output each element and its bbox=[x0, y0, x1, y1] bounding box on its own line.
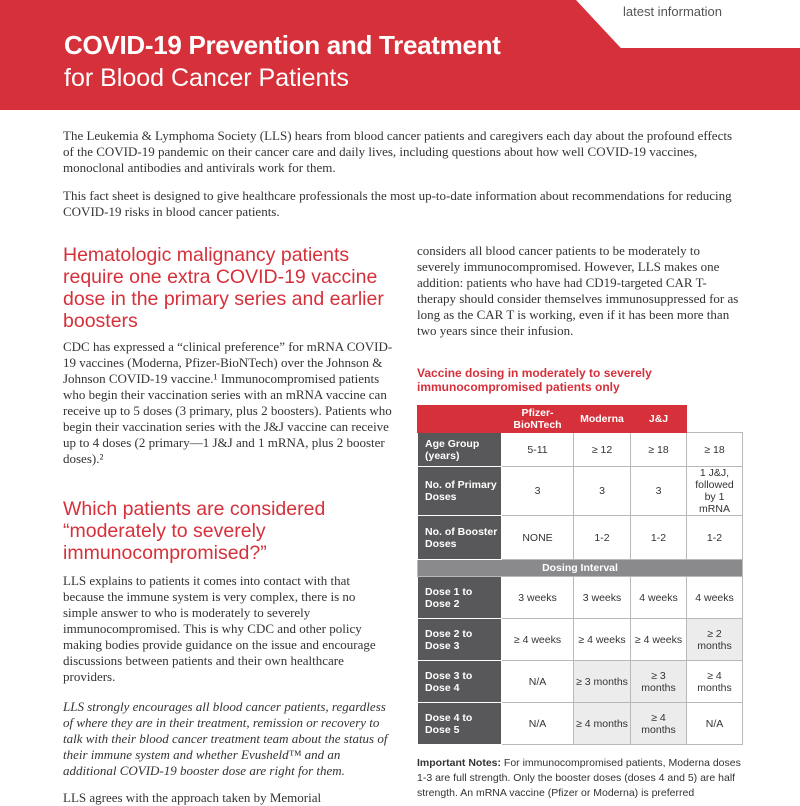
table-cell: 4 weeks bbox=[687, 577, 743, 619]
table-cell: 3 bbox=[574, 467, 631, 516]
row-label: Dose 4 to Dose 5 bbox=[418, 703, 502, 745]
table-cell: N/A bbox=[502, 661, 574, 703]
table-cell: ≥ 12 bbox=[574, 433, 631, 467]
section-italic-recommendation: LLS strongly encourages all blood cancer patients, regardless of where they are in their treatment, remission or recovery to talk with their blood cancer treatment team about the status of their immune system and whether Evusheld™ and an additional COVID-19 booster dose are right for them. bbox=[63, 699, 388, 778]
table-cell: ≥ 4 weeks bbox=[502, 619, 574, 661]
table-row-age-group bbox=[418, 433, 743, 467]
column-header-jj: J&J bbox=[631, 406, 687, 433]
table-row-dose-3-to-4 bbox=[418, 661, 743, 703]
table-cell: ≥ 18 bbox=[687, 433, 743, 467]
page-subtitle: for Blood Cancer Patients bbox=[64, 64, 349, 92]
table-row-dose-1-to-2 bbox=[418, 577, 743, 619]
table-cell: ≥ 4 months bbox=[574, 703, 631, 745]
table-cell: ≥ 3 months bbox=[574, 661, 631, 703]
table-row-dose-2-to-3 bbox=[418, 619, 743, 661]
table-cell: ≥ 4 weeks bbox=[631, 619, 687, 661]
table-cell: 4 weeks bbox=[631, 577, 687, 619]
table-cell: 1 J&J, followed by 1 mRNA bbox=[687, 467, 743, 516]
table-cell: ≥ 18 bbox=[631, 433, 687, 467]
intro-paragraph-2: This fact sheet is designed to give healthcare professionals the most up-to-date information about recommendations for reducing COVID-19 risks in blood cancer patients. bbox=[63, 188, 732, 219]
table-row-primary-doses bbox=[418, 467, 743, 516]
table-corner-cell bbox=[418, 406, 502, 433]
column-header-pfizer: Pfizer-BioNTech bbox=[502, 406, 574, 433]
page-title: COVID-19 Prevention and Treatment bbox=[64, 30, 501, 60]
table-cell: ≥ 4 months bbox=[631, 703, 687, 745]
table-cell: N/A bbox=[687, 703, 743, 745]
row-label: No. of Primary Doses bbox=[418, 467, 502, 516]
table-cell: 3 weeks bbox=[574, 577, 631, 619]
table-cell: N/A bbox=[502, 703, 574, 745]
table-cell: 1-2 bbox=[631, 516, 687, 560]
section-body-immunocompromised: LLS explains to patients it comes into contact with that because the immune system is very complex, there is no simple answer to who is moderately to severely immunocompromised. This is why CDC and other policy making bodies provide guidance on the issue and encourage discussions between patients and their own healthcare providers. bbox=[63, 573, 376, 684]
section-heading-immunocompromised: Which patients are considered “moderately to severely immunocompromised?” bbox=[63, 498, 326, 564]
intro-paragraph-1: The Leukemia & Lymphoma Society (LLS) hears from blood cancer patients and caregivers each day about the profound effects of the COVID-19 pandemic on their cancer care and daily lives, including questions about how well COVID-19 vaccines, monoclonal antibodies and antivirals work for them. bbox=[63, 128, 733, 175]
table-cell: ≥ 3 months bbox=[631, 661, 687, 703]
table-cell: 3 bbox=[631, 467, 687, 516]
row-label: Age Group (years) bbox=[418, 433, 502, 467]
table-row-dose-4-to-5 bbox=[418, 703, 743, 745]
table-cell: NONE bbox=[502, 516, 574, 560]
vaccine-dosing-table bbox=[417, 405, 743, 745]
table-cell: 5-11 bbox=[502, 433, 574, 467]
row-label: No. of Booster Doses bbox=[418, 516, 502, 560]
dosing-interval-row bbox=[418, 560, 743, 577]
table-title: Vaccine dosing in moderately to severely immunocompromised patients only bbox=[417, 366, 652, 394]
row-label: Dose 3 to Dose 4 bbox=[418, 661, 502, 703]
important-notes bbox=[417, 756, 747, 801]
right-column-paragraph: considers all blood cancer patients to be moderately to severely immunocompromised. However, LLS makes one addition: patients who have had CD19-targeted CAR T-therapy should consider themselves immunosuppressed for as long as the CAR T is working, even if it has been more than two years since their infusion. bbox=[417, 243, 739, 338]
column-header-moderna: Moderna bbox=[574, 406, 631, 433]
dosing-interval-label: Dosing Interval bbox=[418, 560, 743, 577]
section-body-vaccine-dose: CDC has expressed a “clinical preference” for mRNA COVID-19 vaccines (Moderna, Pfizer-BioNTech) over the Johnson & Johnson COVID-19 vaccine.¹ Immunocompromised patients who begin their vaccination series with an mRNA vaccine can receive up to 5 doses (3 primary, plus 2 boosters). Patients who begin their vaccination series with the J&J vaccine can receive up to 4 doses (2 primary—1 J&J and 1 mRNA, plus 2 booster doses).² bbox=[63, 339, 393, 466]
table-cell: ≥ 4 months bbox=[687, 661, 743, 703]
table-cell: ≥ 4 weeks bbox=[574, 619, 631, 661]
notes-text: For immunocompromised patients, Moderna doses 1-3 are full strength. Only the booster doses (doses 4 and 5) are half strength. An mRNA vaccine (Pfizer or Moderna) is preferred bbox=[417, 757, 741, 799]
section-heading-vaccine-dose: Hematologic malignancy patients require one extra COVID-19 vaccine dose in the primary series and earlier boosters bbox=[63, 244, 384, 332]
row-label: Dose 1 to Dose 2 bbox=[418, 577, 502, 619]
table-row-booster-doses bbox=[418, 516, 743, 560]
table-cell: 1-2 bbox=[574, 516, 631, 560]
section-continued-text: LLS agrees with the approach taken by Memorial bbox=[63, 790, 322, 805]
table-cell: 1-2 bbox=[687, 516, 743, 560]
table-header-row bbox=[418, 406, 743, 433]
table-cell: ≥ 2 months bbox=[687, 619, 743, 661]
table-cell: 3 weeks bbox=[502, 577, 574, 619]
notes-label: Important Notes: bbox=[417, 757, 501, 769]
row-label: Dose 2 to Dose 3 bbox=[418, 619, 502, 661]
table-cell: 3 bbox=[502, 467, 574, 516]
update-tab-text: latest information bbox=[623, 4, 722, 19]
